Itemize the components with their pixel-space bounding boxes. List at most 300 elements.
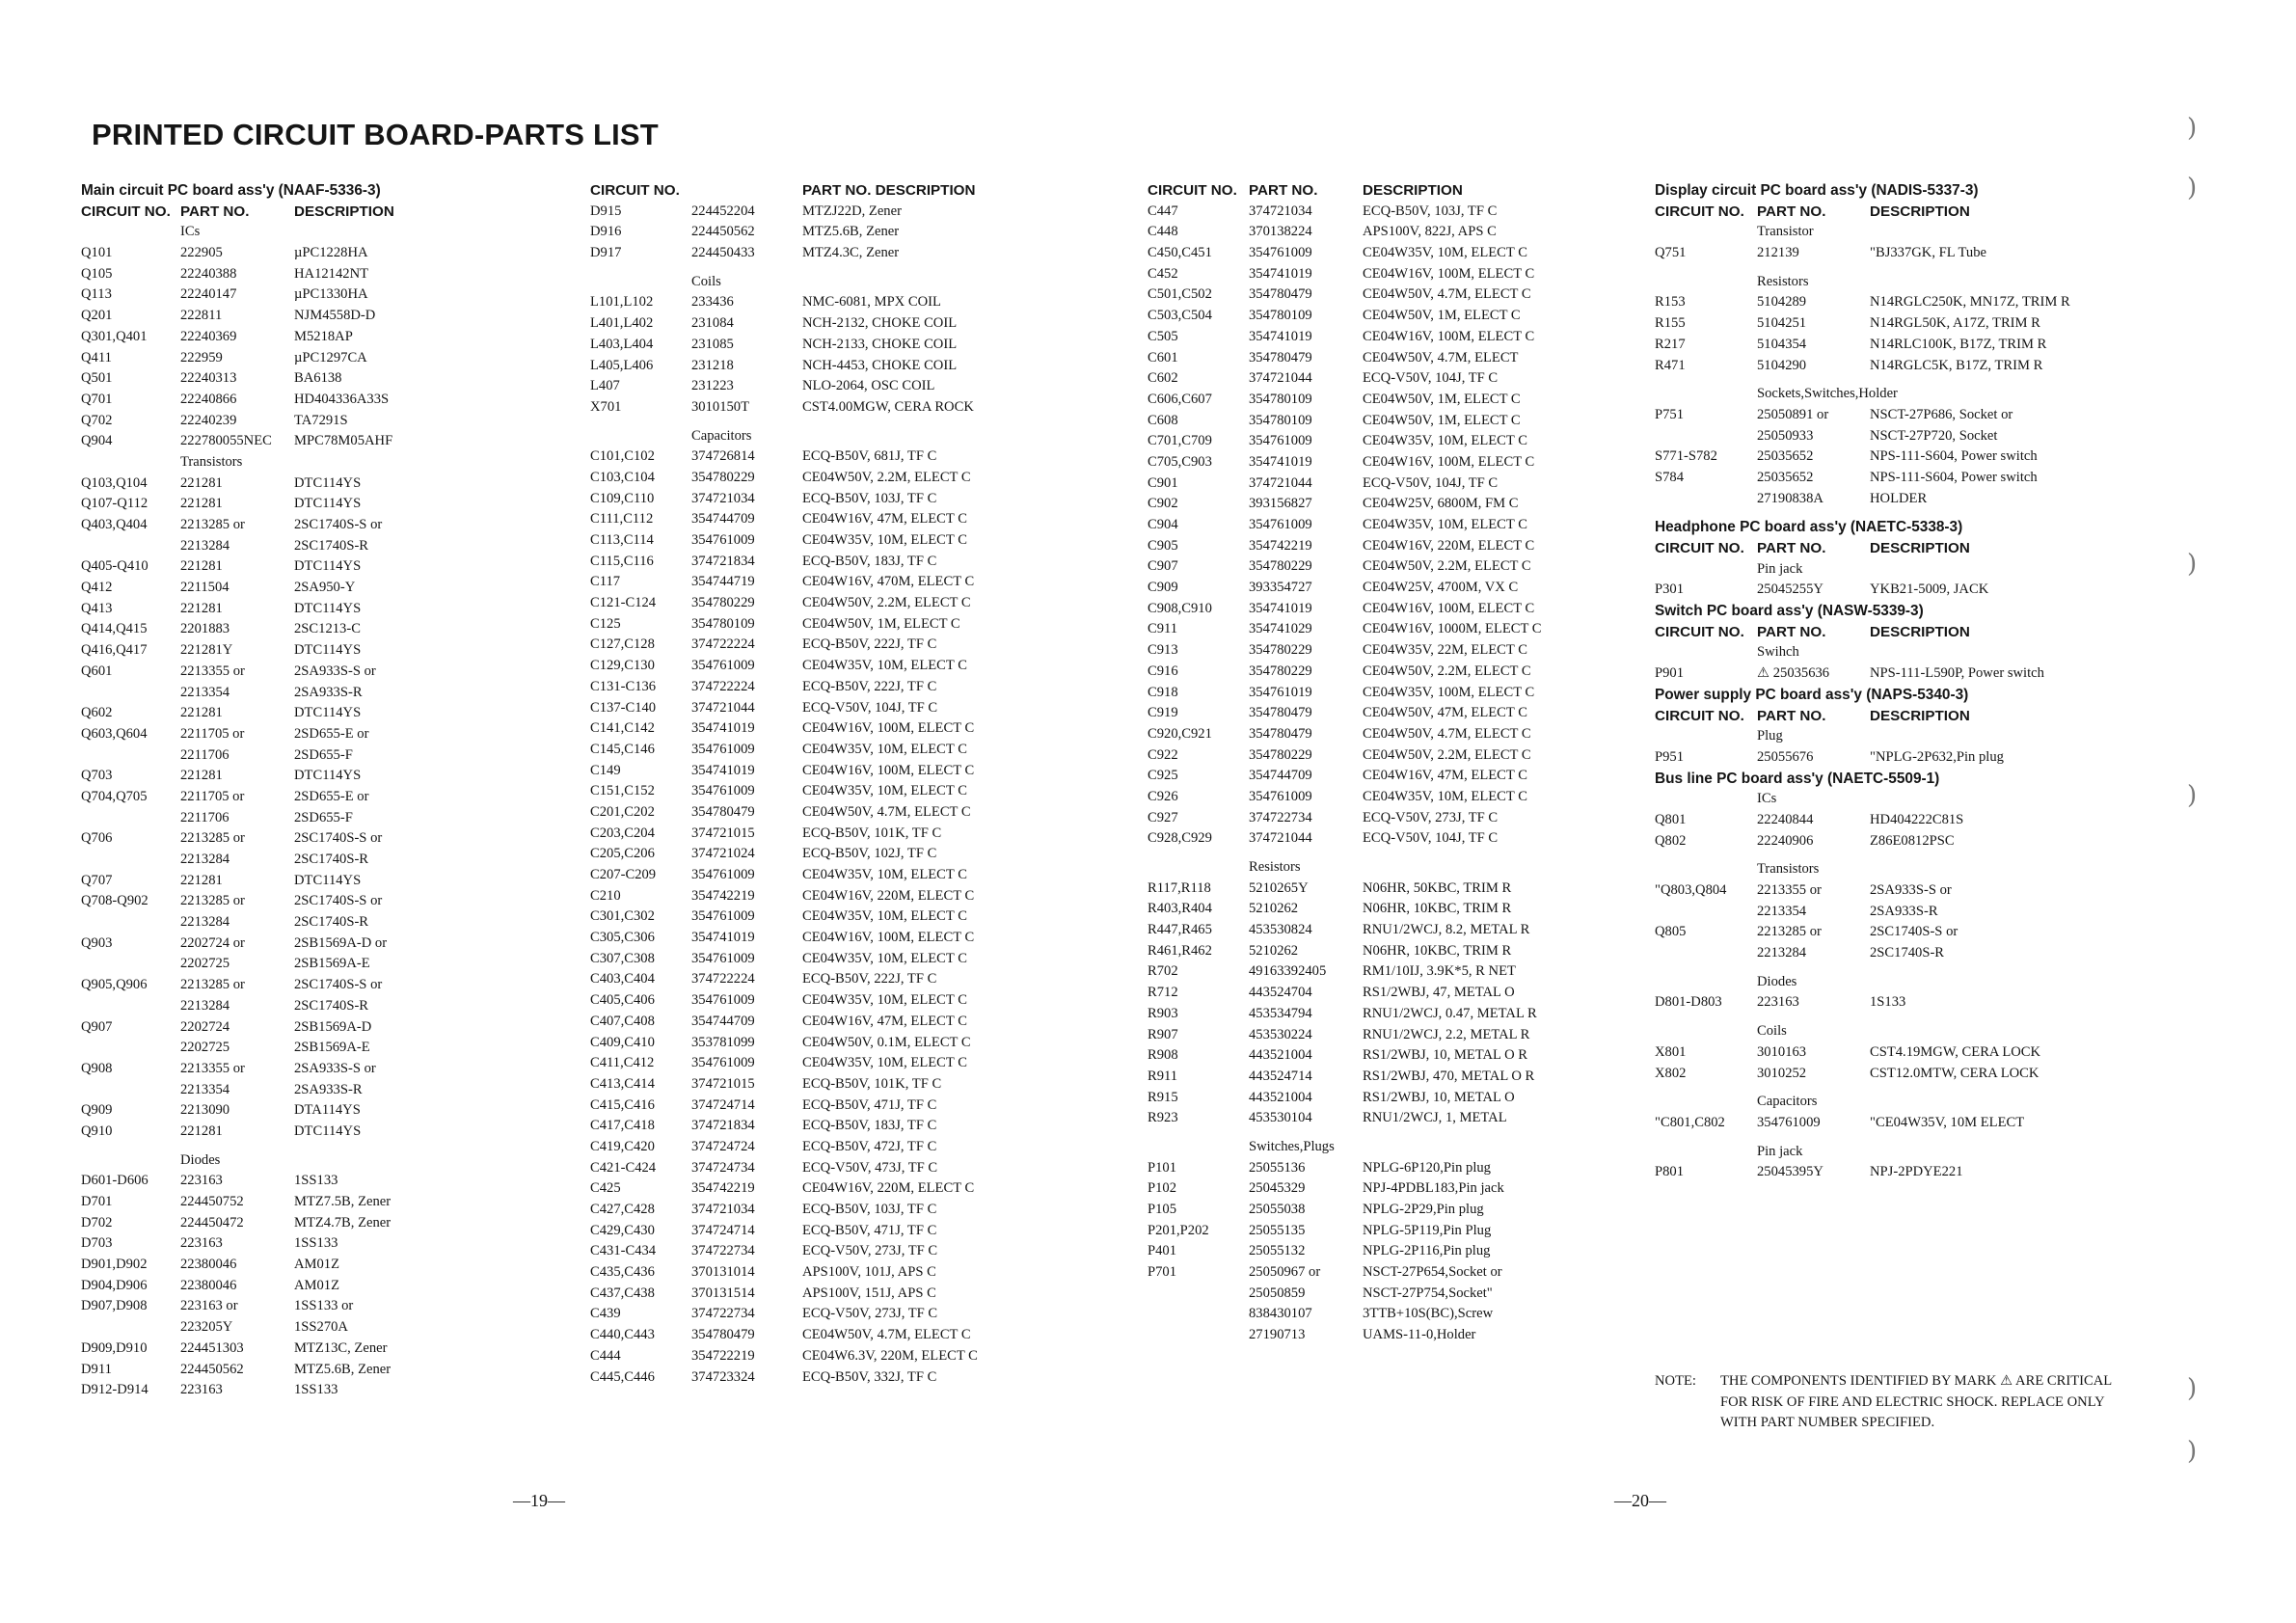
cell-part-no: 224450433 bbox=[691, 245, 755, 261]
parts-row bbox=[1655, 559, 1979, 581]
cell-circuit-no: Q412 bbox=[81, 580, 113, 596]
cell-description: 2SC1740S-S or bbox=[294, 517, 383, 532]
cell-description: DTC114YS bbox=[294, 1123, 362, 1139]
cell-part-no: 2213285 or bbox=[180, 517, 245, 532]
cell-circuit-no: Q707 bbox=[81, 872, 113, 888]
cell-part-no: 374721834 bbox=[691, 1118, 755, 1134]
parts-row bbox=[81, 954, 381, 975]
cell-description: 2SC1740S-R bbox=[294, 852, 369, 867]
cell-part-no: Swihch bbox=[1757, 644, 1799, 661]
cell-description: µPC1228HA bbox=[294, 245, 368, 261]
cell-description: CE04W25V, 4700M, VX C bbox=[1363, 580, 1519, 596]
cell-part-no: 2213285 or bbox=[180, 893, 245, 909]
cell-part-no: 354780109 bbox=[691, 615, 755, 632]
cell-circuit-no: C908,C910 bbox=[1148, 600, 1212, 616]
cell-part-no: 22240369 bbox=[180, 328, 237, 344]
cell-part-no: Capacitors bbox=[691, 427, 752, 444]
cell-circuit-no: C918 bbox=[1148, 684, 1178, 700]
cell-part-no: Diodes bbox=[180, 1151, 221, 1168]
cell-description: ECQ-B50V, 103J, TF C bbox=[802, 490, 937, 506]
cell-circuit-no: C919 bbox=[1148, 705, 1178, 721]
cell-circuit-no: C925 bbox=[1148, 768, 1178, 784]
cell-description: ECQ-B50V, 471J, TF C bbox=[802, 1096, 937, 1113]
cell-part-no: 374724714 bbox=[691, 1222, 755, 1238]
cell-description: 1SS270A bbox=[294, 1319, 348, 1336]
cell-circuit-no: Q805 bbox=[1655, 924, 1687, 940]
cell-description: CE04W16V, 470M, ELECT C bbox=[802, 574, 975, 590]
cell-description: CE04W50V, 1M, ELECT C bbox=[1363, 308, 1521, 324]
parts-row bbox=[1655, 831, 1979, 852]
cell-circuit-no: C151,C152 bbox=[590, 783, 655, 799]
cell-circuit-no: D907,D908 bbox=[81, 1298, 148, 1314]
parts-row bbox=[1655, 922, 1979, 943]
cell-circuit-no: C117 bbox=[590, 574, 621, 590]
cell-circuit-no: Q904 bbox=[81, 433, 113, 449]
cell-circuit-no: P951 bbox=[1655, 748, 1685, 765]
parts-row bbox=[1655, 426, 1998, 447]
cell-part-no: 2202725 bbox=[180, 1040, 230, 1056]
header-part-no: PART NO. bbox=[180, 203, 250, 220]
header-description: PART NO. DESCRIPTION bbox=[802, 182, 976, 199]
cell-description: ECQ-V50V, 104J, TF C bbox=[1363, 830, 1499, 847]
cell-circuit-no: C203,C204 bbox=[590, 825, 655, 841]
cell-description: CE04W16V, 1000M, ELECT C bbox=[1363, 621, 1542, 637]
cell-description: CE04W50V, 47M, ELECT C bbox=[1363, 705, 1527, 721]
cell-part-no: 5104251 bbox=[1757, 315, 1807, 332]
cell-part-no: 354780479 bbox=[1249, 725, 1312, 742]
parts-row bbox=[81, 662, 381, 683]
cell-circuit-no: C407,C408 bbox=[590, 1013, 655, 1029]
cell-part-no: 22240906 bbox=[1757, 832, 1814, 849]
cell-part-no: 354741019 bbox=[691, 930, 755, 946]
cell-description: ECQ-B50V, 101K, TF C bbox=[802, 825, 942, 841]
cell-description: DTA114YS bbox=[294, 1102, 361, 1119]
cell-part-no: Transistors bbox=[1757, 861, 1820, 878]
cell-part-no: 222905 bbox=[180, 245, 223, 261]
cell-circuit-no: L405,L406 bbox=[590, 357, 654, 373]
cell-circuit-no: L403,L404 bbox=[590, 336, 654, 352]
cell-part-no: 2211706 bbox=[180, 809, 230, 825]
cell-part-no: 374722734 bbox=[691, 1243, 755, 1259]
cell-circuit-no: C447 bbox=[1148, 203, 1178, 219]
parts-row bbox=[1655, 313, 2040, 335]
cell-description: RNU1/2WCJ, 0.47, METAL R bbox=[1363, 1005, 1537, 1021]
cell-circuit-no: C210 bbox=[590, 887, 621, 904]
cell-circuit-no: C904 bbox=[1148, 517, 1178, 532]
cell-part-no: 2213354 bbox=[180, 684, 230, 700]
cell-part-no: 354741019 bbox=[691, 720, 755, 737]
cell-description: ECQ-B50V, 222J, TF C bbox=[802, 678, 937, 694]
cell-description: N06HR, 50KBC, TRIM R bbox=[1363, 879, 1512, 896]
parts-row bbox=[81, 1213, 392, 1234]
page-number-left: —19— bbox=[513, 1491, 565, 1510]
parts-row bbox=[81, 473, 381, 495]
cell-description: CE04W16V, 100M, ELECT C bbox=[802, 762, 975, 778]
cell-circuit-no: C149 bbox=[590, 762, 621, 778]
cell-circuit-no: C127,C128 bbox=[590, 636, 655, 653]
cell-circuit-no: C505 bbox=[1148, 328, 1178, 344]
cell-description: CST4.19MGW, CERA LOCK bbox=[1870, 1043, 2041, 1060]
cell-description: HA12142NT bbox=[294, 265, 369, 282]
cell-part-no: 3010150T bbox=[691, 398, 749, 415]
parts-row bbox=[81, 1339, 388, 1360]
cell-part-no: 354741019 bbox=[691, 762, 755, 778]
parts-row bbox=[81, 368, 381, 390]
cell-part-no: 354780479 bbox=[691, 803, 755, 820]
cell-circuit-no: C301,C302 bbox=[590, 908, 655, 925]
header-circuit-no: CIRCUIT NO. bbox=[1655, 707, 1744, 724]
cell-description: N14RGLC250K, MN17Z, TRIM R bbox=[1870, 294, 2070, 311]
cell-part-no: 354780109 bbox=[1249, 308, 1312, 324]
parts-row bbox=[81, 996, 381, 1017]
cell-part-no: 354780479 bbox=[1249, 286, 1312, 303]
row-spacer bbox=[1655, 376, 1979, 384]
section-heading: Display circuit PC board ass'y (NADIS-5337-3) bbox=[1655, 182, 1979, 199]
cell-circuit-no: Q403,Q404 bbox=[81, 517, 148, 532]
column-header-row bbox=[1655, 538, 1979, 559]
header-circuit-no: CIRCUIT NO. bbox=[1655, 540, 1744, 556]
header-part-no: PART NO. bbox=[1757, 707, 1826, 724]
cell-part-no: 374721015 bbox=[691, 825, 755, 841]
cell-description: DTC114YS bbox=[294, 872, 362, 888]
cell-part-no: 370131514 bbox=[691, 1285, 755, 1301]
cell-description: ECQ-V50V, 473J, TF C bbox=[802, 1159, 938, 1176]
cell-circuit-no: Q113 bbox=[81, 286, 112, 303]
cell-circuit-no: R903 bbox=[1148, 1005, 1178, 1021]
section-heading: Switch PC board ass'y (NASW-5339-3) bbox=[1655, 603, 1924, 620]
cell-description: NPS-111-S604, Power switch bbox=[1870, 448, 2038, 465]
cell-circuit-no: D911 bbox=[81, 1361, 112, 1377]
cell-part-no: 354741019 bbox=[1249, 600, 1312, 616]
cell-part-no: 25050967 or bbox=[1249, 1264, 1321, 1281]
cell-part-no: 25055676 bbox=[1757, 748, 1814, 765]
cell-description: NSCT-27P720, Socket bbox=[1870, 427, 1998, 444]
cell-part-no: 354780479 bbox=[691, 1327, 755, 1343]
parts-row bbox=[81, 640, 381, 662]
cell-part-no: 354780479 bbox=[1249, 349, 1312, 365]
cell-part-no: 354761009 bbox=[1249, 245, 1312, 261]
parts-row bbox=[1655, 880, 1979, 902]
cell-description: MTZ4.3C, Zener bbox=[802, 245, 900, 261]
cell-circuit-no: C129,C130 bbox=[590, 658, 655, 674]
cell-circuit-no: R911 bbox=[1148, 1068, 1178, 1084]
cell-description: CE04W16V, 100M, ELECT C bbox=[1363, 328, 1535, 344]
cell-description: CST12.0MTW, CERA LOCK bbox=[1870, 1065, 2039, 1081]
cell-part-no: 2202725 bbox=[180, 956, 230, 972]
cell-circuit-no: C145,C146 bbox=[590, 741, 655, 757]
page-number-right: —20— bbox=[1614, 1491, 1666, 1510]
cell-circuit-no: C907 bbox=[1148, 558, 1178, 575]
cell-circuit-no: C111,C112 bbox=[590, 511, 654, 527]
header-description: DESCRIPTION bbox=[294, 203, 394, 220]
cell-part-no: 453530824 bbox=[1249, 922, 1312, 938]
cell-circuit-no: X801 bbox=[1655, 1043, 1687, 1060]
cell-part-no: 354761009 bbox=[691, 658, 755, 674]
cell-part-no: ⚠ 25035636 bbox=[1757, 665, 1830, 682]
row-spacer bbox=[1655, 852, 1979, 859]
cell-circuit-no: Q908 bbox=[81, 1060, 113, 1076]
cell-description: 2SD655-E or bbox=[294, 725, 369, 742]
cell-circuit-no: C916 bbox=[1148, 663, 1178, 679]
cell-part-no: 354780109 bbox=[1249, 412, 1312, 428]
cell-circuit-no: C928,C929 bbox=[1148, 830, 1212, 847]
cell-part-no: Sockets,Switches,Holder bbox=[1757, 386, 1898, 402]
cell-part-no: 2211706 bbox=[180, 746, 230, 763]
cell-circuit-no: C409,C410 bbox=[590, 1034, 655, 1050]
cell-circuit-no: P751 bbox=[1655, 406, 1685, 422]
parts-row bbox=[81, 1080, 381, 1101]
cell-part-no: 25045329 bbox=[1249, 1180, 1306, 1197]
cell-description: MTZ7.5B, Zener bbox=[294, 1194, 392, 1209]
cell-circuit-no: D703 bbox=[81, 1235, 113, 1252]
cell-circuit-no: C602 bbox=[1148, 370, 1178, 387]
cell-description: 2SA933S-S or bbox=[1870, 882, 1952, 898]
cell-part-no: 25045395Y bbox=[1757, 1164, 1823, 1180]
cell-part-no: 221281 bbox=[180, 474, 223, 491]
cell-part-no: 374726814 bbox=[691, 448, 755, 465]
cell-description: CE04W50V, 4.7M, ELECT bbox=[1363, 349, 1519, 365]
cell-part-no: 2202724 bbox=[180, 1018, 230, 1035]
parts-row bbox=[1655, 1064, 2039, 1085]
header-circuit-no: CIRCUIT NO. bbox=[1655, 623, 1744, 640]
cell-description: CE04W50V, 2.2M, ELECT C bbox=[802, 595, 971, 611]
parts-row bbox=[1655, 1142, 1979, 1163]
parts-row bbox=[1655, 243, 1986, 264]
header-description: DESCRIPTION bbox=[1363, 182, 1463, 199]
cell-part-no: 221281 bbox=[180, 496, 223, 512]
cell-part-no: Resistors bbox=[1249, 859, 1301, 875]
parts-row bbox=[81, 306, 381, 327]
cell-description: ECQ-B50V, 681J, TF C bbox=[802, 448, 937, 465]
cell-circuit-no: R702 bbox=[1148, 963, 1178, 980]
cell-description: NPJ-2PDYE221 bbox=[1870, 1164, 1963, 1180]
cell-circuit-no: Q907 bbox=[81, 1018, 113, 1035]
cell-description: CE04W16V, 220M, ELECT C bbox=[802, 1180, 975, 1197]
cell-description: ECQ-V50V, 273J, TF C bbox=[802, 1306, 938, 1322]
cell-description: NPLG-2P29,Pin plug bbox=[1363, 1202, 1484, 1217]
cell-circuit-no: C307,C308 bbox=[590, 950, 655, 966]
cell-part-no: 374721015 bbox=[691, 1075, 755, 1092]
cell-circuit-no: C503,C504 bbox=[1148, 308, 1212, 324]
cell-circuit-no: C452 bbox=[1148, 265, 1178, 282]
cell-description: HD404336A33S bbox=[294, 391, 390, 407]
parts-row bbox=[1655, 972, 1979, 993]
cell-part-no: 354744709 bbox=[691, 1013, 755, 1029]
cell-part-no: 2213285 or bbox=[1757, 924, 1822, 940]
section-heading: Main circuit PC board ass'y (NAAF-5336-3) bbox=[81, 182, 381, 199]
cell-part-no: 222780055NEC bbox=[180, 433, 272, 449]
cell-description: DTC114YS bbox=[294, 705, 362, 721]
cell-description: 1S133 bbox=[1870, 994, 1906, 1011]
parts-row bbox=[81, 703, 381, 724]
cell-description: 2SA933S-R bbox=[1870, 903, 1938, 919]
cell-part-no: 354761019 bbox=[1249, 684, 1312, 700]
cell-description: ECQ-B50V, 183J, TF C bbox=[802, 553, 937, 569]
row-spacer bbox=[1655, 1084, 1979, 1092]
header-part-no: PART NO. bbox=[1757, 623, 1826, 640]
parts-row bbox=[1655, 384, 1979, 405]
cell-description: CE04W50V, 1M, ELECT C bbox=[1363, 412, 1521, 428]
cell-description: CE04W50V, 4.7M, ELECT C bbox=[1363, 725, 1531, 742]
cell-part-no: 2213354 bbox=[180, 1081, 230, 1097]
cell-description: CE04W6.3V, 220M, ELECT C bbox=[802, 1347, 978, 1364]
cell-description: CE04W35V, 10M, ELECT C bbox=[802, 741, 967, 757]
parts-row bbox=[81, 1122, 381, 1143]
cell-description: ECQ-B50V, 103J, TF C bbox=[1363, 203, 1498, 219]
parts-row bbox=[81, 683, 381, 704]
cell-circuit-no: C926 bbox=[1148, 788, 1178, 804]
cell-description: 1SS133 or bbox=[294, 1298, 354, 1314]
cell-part-no: 22240313 bbox=[180, 370, 237, 387]
cell-part-no: 374721034 bbox=[691, 1202, 755, 1217]
cell-part-no: 354761009 bbox=[691, 1055, 755, 1071]
parts-row bbox=[81, 1192, 392, 1213]
cell-circuit-no: Q501 bbox=[81, 370, 113, 387]
cell-part-no: 354744709 bbox=[691, 511, 755, 527]
parts-row bbox=[1655, 726, 1979, 747]
column-header-row bbox=[1655, 202, 1979, 223]
cell-description: NMC-6081, MPX COIL bbox=[802, 294, 941, 311]
cell-part-no: 22380046 bbox=[180, 1277, 237, 1293]
cell-description: ECQ-B50V, 102J, TF C bbox=[802, 846, 937, 862]
cell-part-no: 354761009 bbox=[1249, 433, 1312, 449]
cell-part-no: 2211705 or bbox=[180, 725, 245, 742]
cell-circuit-no: C911 bbox=[1148, 621, 1178, 637]
cell-description: ECQ-B50V, 222J, TF C bbox=[802, 971, 937, 987]
cell-circuit-no: Q602 bbox=[81, 705, 113, 721]
cell-circuit-no: Q909 bbox=[81, 1102, 113, 1119]
cell-description: DTC114YS bbox=[294, 558, 362, 575]
cell-part-no: 22240388 bbox=[180, 265, 237, 282]
parts-row bbox=[81, 284, 381, 306]
cell-description: CE04W35V, 10M, ELECT C bbox=[1363, 433, 1527, 449]
cell-circuit-no: C415,C416 bbox=[590, 1096, 655, 1113]
cell-part-no: 2213354 bbox=[1757, 903, 1807, 919]
cell-part-no: 5210265Y bbox=[1249, 879, 1309, 896]
cell-circuit-no: C601 bbox=[1148, 349, 1178, 365]
cell-description: RS1/2WBJ, 10, METAL O R bbox=[1363, 1047, 1527, 1064]
cell-circuit-no: X701 bbox=[590, 398, 622, 415]
cell-part-no: 231218 bbox=[691, 357, 734, 373]
cell-part-no: 2213355 or bbox=[1757, 882, 1822, 898]
cell-description: N06HR, 10KBC, TRIM R bbox=[1363, 901, 1512, 917]
cell-part-no: Resistors bbox=[1757, 273, 1809, 289]
parts-row bbox=[81, 536, 381, 557]
cell-part-no: 22240147 bbox=[180, 286, 237, 303]
cell-part-no: 224450562 bbox=[180, 1361, 244, 1377]
parts-row bbox=[81, 327, 381, 348]
cell-circuit-no: P801 bbox=[1655, 1164, 1685, 1180]
cell-part-no: 221281Y bbox=[180, 642, 233, 659]
cell-circuit-no: C429,C430 bbox=[590, 1222, 655, 1238]
cell-part-no: 453530104 bbox=[1249, 1110, 1312, 1126]
parts-row bbox=[81, 745, 381, 767]
cell-part-no: 5104290 bbox=[1757, 357, 1807, 373]
cell-description: NCH-2132, CHOKE COIL bbox=[802, 315, 958, 332]
cell-description: CE04W35V, 10M, ELECT C bbox=[1363, 517, 1527, 532]
cell-part-no: Coils bbox=[1757, 1023, 1787, 1040]
cell-description: BA6138 bbox=[294, 370, 342, 387]
cell-part-no: 393354727 bbox=[1249, 580, 1312, 596]
cell-part-no: 22240239 bbox=[180, 412, 237, 428]
cell-part-no: 2213090 bbox=[180, 1102, 230, 1119]
cell-circuit-no: C417,C418 bbox=[590, 1118, 655, 1134]
parts-row bbox=[81, 599, 381, 620]
parts-row bbox=[1655, 1113, 2025, 1134]
cell-part-no: 221281 bbox=[180, 600, 223, 616]
cell-circuit-no: Q704,Q705 bbox=[81, 788, 148, 804]
cell-part-no: 25055136 bbox=[1249, 1159, 1306, 1176]
cell-part-no: 231084 bbox=[691, 315, 734, 332]
parts-row bbox=[1655, 992, 1979, 1014]
parts-row bbox=[81, 766, 381, 787]
cell-part-no: 374722734 bbox=[1249, 809, 1312, 825]
parts-row bbox=[81, 578, 381, 599]
cell-circuit-no: C431-C434 bbox=[590, 1243, 657, 1259]
parts-row bbox=[81, 850, 381, 871]
cell-part-no: 223163 or bbox=[180, 1298, 238, 1314]
cell-circuit-no: R153 bbox=[1655, 294, 1686, 311]
cell-part-no: 223163 bbox=[180, 1382, 223, 1398]
cell-description: HD404222C81S bbox=[1870, 811, 1964, 827]
column-header-row bbox=[1655, 622, 1979, 643]
cell-circuit-no: P101 bbox=[1148, 1159, 1177, 1176]
parts-row bbox=[81, 619, 381, 640]
cell-description: Z86E0812PSC bbox=[1870, 832, 1955, 849]
parts-row bbox=[81, 556, 381, 578]
parts-row bbox=[1655, 810, 1979, 831]
cell-circuit-no: C608 bbox=[1148, 412, 1178, 428]
cell-part-no: 224450752 bbox=[180, 1194, 244, 1209]
cell-part-no: 354761009 bbox=[1757, 1114, 1821, 1130]
cell-description: 2SA933S-S or bbox=[294, 1060, 376, 1076]
cell-part-no: 221281 bbox=[180, 558, 223, 575]
cell-part-no: 354761009 bbox=[1249, 788, 1312, 804]
parts-row bbox=[1655, 1092, 1979, 1113]
parts-row bbox=[81, 411, 381, 432]
cell-description: 2SC1740S-R bbox=[1870, 945, 1945, 961]
parts-row bbox=[81, 1317, 381, 1339]
parts-row bbox=[81, 264, 381, 285]
cell-circuit-no: C403,C404 bbox=[590, 971, 655, 987]
parts-row bbox=[81, 1059, 381, 1080]
cell-part-no: 354780229 bbox=[1249, 746, 1312, 763]
cell-part-no: 223205Y bbox=[180, 1319, 233, 1336]
cell-circuit-no: C131-C136 bbox=[590, 678, 657, 694]
cell-description: NPJ-4PDBL183,Pin jack bbox=[1363, 1180, 1504, 1197]
cell-part-no: ICs bbox=[180, 224, 201, 240]
cell-part-no: 231085 bbox=[691, 336, 734, 352]
header-description: DESCRIPTION bbox=[1870, 540, 1970, 556]
cell-description: 2SA950-Y bbox=[294, 580, 356, 596]
cell-description: 1SS133 bbox=[294, 1235, 338, 1252]
cell-description: "BJ337GK, FL Tube bbox=[1870, 245, 1986, 261]
cell-part-no: 354741019 bbox=[1249, 265, 1312, 282]
cell-circuit-no: C922 bbox=[1148, 746, 1178, 763]
cell-part-no: 2213355 or bbox=[180, 1060, 245, 1076]
cell-circuit-no: C901 bbox=[1148, 474, 1178, 491]
cell-part-no: 393156827 bbox=[1249, 496, 1312, 512]
cell-circuit-no: P901 bbox=[1655, 665, 1685, 682]
cell-description: 2SD655-F bbox=[294, 809, 353, 825]
cell-description: ECQ-B50V, 101K, TF C bbox=[802, 1075, 942, 1092]
cell-part-no: 354780229 bbox=[691, 595, 755, 611]
cell-circuit-no: Q751 bbox=[1655, 245, 1687, 261]
cell-description: NPS-111-L590P, Power switch bbox=[1870, 665, 2044, 682]
cell-circuit-no: Q413 bbox=[81, 600, 113, 616]
cell-part-no: 374721034 bbox=[1249, 203, 1312, 219]
parts-row bbox=[1655, 222, 1979, 243]
